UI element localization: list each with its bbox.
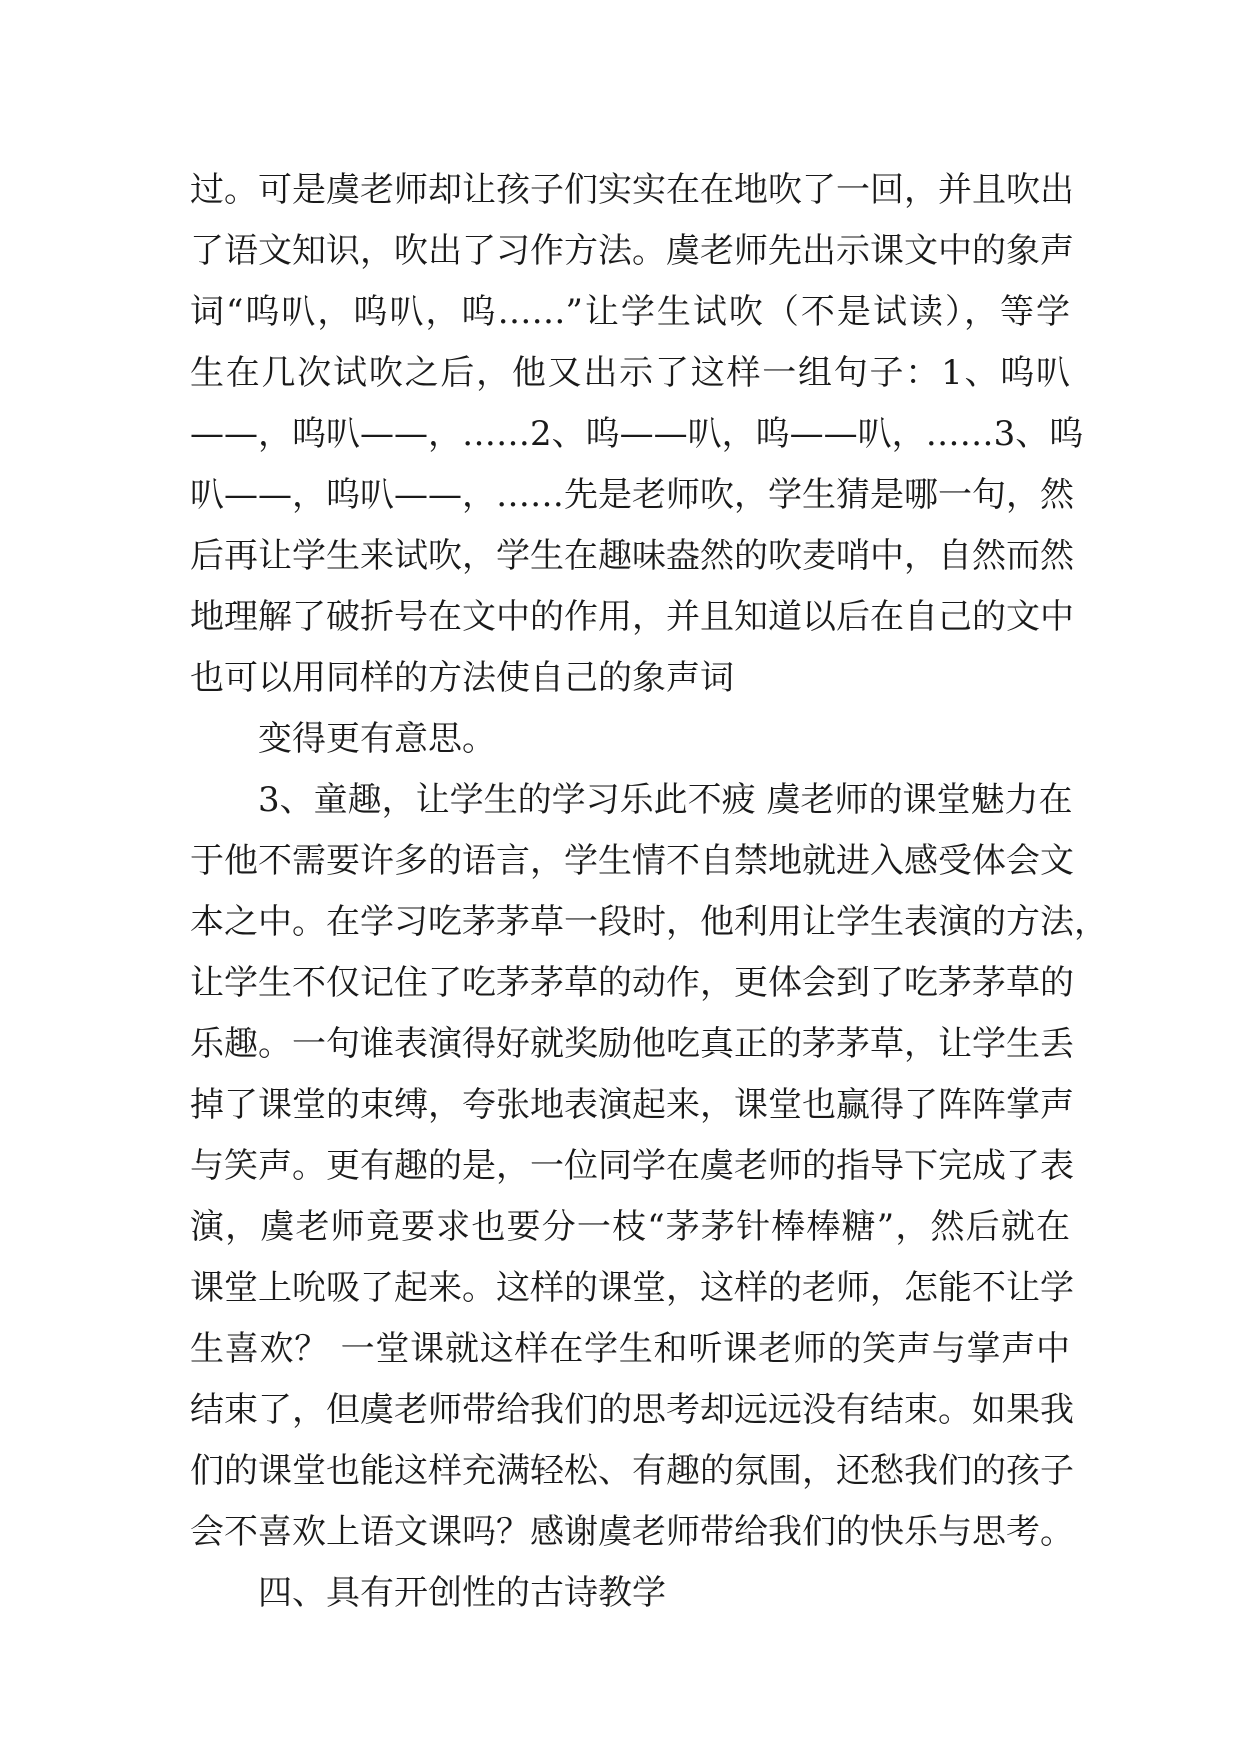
- text-line: 生喜欢？ 一堂课就这样在学生和听课老师的笑声与掌声中: [190, 1329, 1070, 1369]
- text-line: 了语文知识，吹出了习作方法。虞老师先出示课文中的象声: [190, 231, 1074, 271]
- text-line: 本之中。在学习吃茅茅草一段时，他利用让学生表演的方法，: [190, 902, 1108, 942]
- text-line: 演，虞老师竟要求也要分一枝“茅茅针棒棒糖”，然后就在: [190, 1207, 1070, 1247]
- text-line: 们的课堂也能这样充满轻松、有趣的氛围，还愁我们的孩子: [190, 1451, 1074, 1491]
- text-line: 会不喜欢上语文课吗？感谢虞老师带给我们的快乐与思考。: [190, 1512, 1074, 1552]
- text-line: 掉了课堂的束缚，夸张地表演起来，课堂也赢得了阵阵掌声: [190, 1085, 1074, 1125]
- text-line: 也可以用同样的方法使自己的象声词: [190, 658, 734, 698]
- text-line: ——，呜叭——，……2、呜——叭，呜——叭，……3、呜: [190, 414, 1084, 454]
- text-line: 过。可是虞老师却让孩子们实实在在地吹了一回，并且吹出: [190, 170, 1074, 210]
- text-line: 四、具有开创性的古诗教学: [258, 1573, 666, 1613]
- text-line: 结束了，但虞老师带给我们的思考却远远没有结束。如果我: [190, 1390, 1074, 1430]
- text-line: 乐趣。一句谁表演得好就奖励他吃真正的茅茅草，让学生丢: [190, 1024, 1074, 1064]
- text-line: 地理解了破折号在文中的作用，并且知道以后在自己的文中: [190, 597, 1074, 637]
- text-line: 3、童趣，让学生的学习乐此不疲 虞老师的课堂魅力在: [258, 780, 1073, 820]
- text-line: 于他不需要许多的语言，学生情不自禁地就进入感受体会文: [190, 841, 1074, 881]
- text-line: 生在几次试吹之后，他又出示了这样一组句子：1、呜叭: [190, 353, 1070, 393]
- text-line: 让学生不仅记住了吃茅茅草的动作，更体会到了吃茅茅草的: [190, 963, 1074, 1003]
- text-line: 课堂上吮吸了起来。这样的课堂，这样的老师，怎能不让学: [190, 1268, 1074, 1308]
- text-line: 与笑声。更有趣的是，一位同学在虞老师的指导下完成了表: [190, 1146, 1074, 1186]
- text-line: 词“呜叭，呜叭，呜……”让学生试吹（不是试读），等学: [190, 292, 1070, 332]
- text-line: 叭——，呜叭——，……先是老师吹，学生猜是哪一句，然: [190, 475, 1074, 515]
- text-line: 后再让学生来试吹，学生在趣味盎然的吹麦哨中，自然而然: [190, 536, 1074, 576]
- document-body: [190, 160, 1108, 1624]
- text-line: 变得更有意思。: [258, 719, 496, 759]
